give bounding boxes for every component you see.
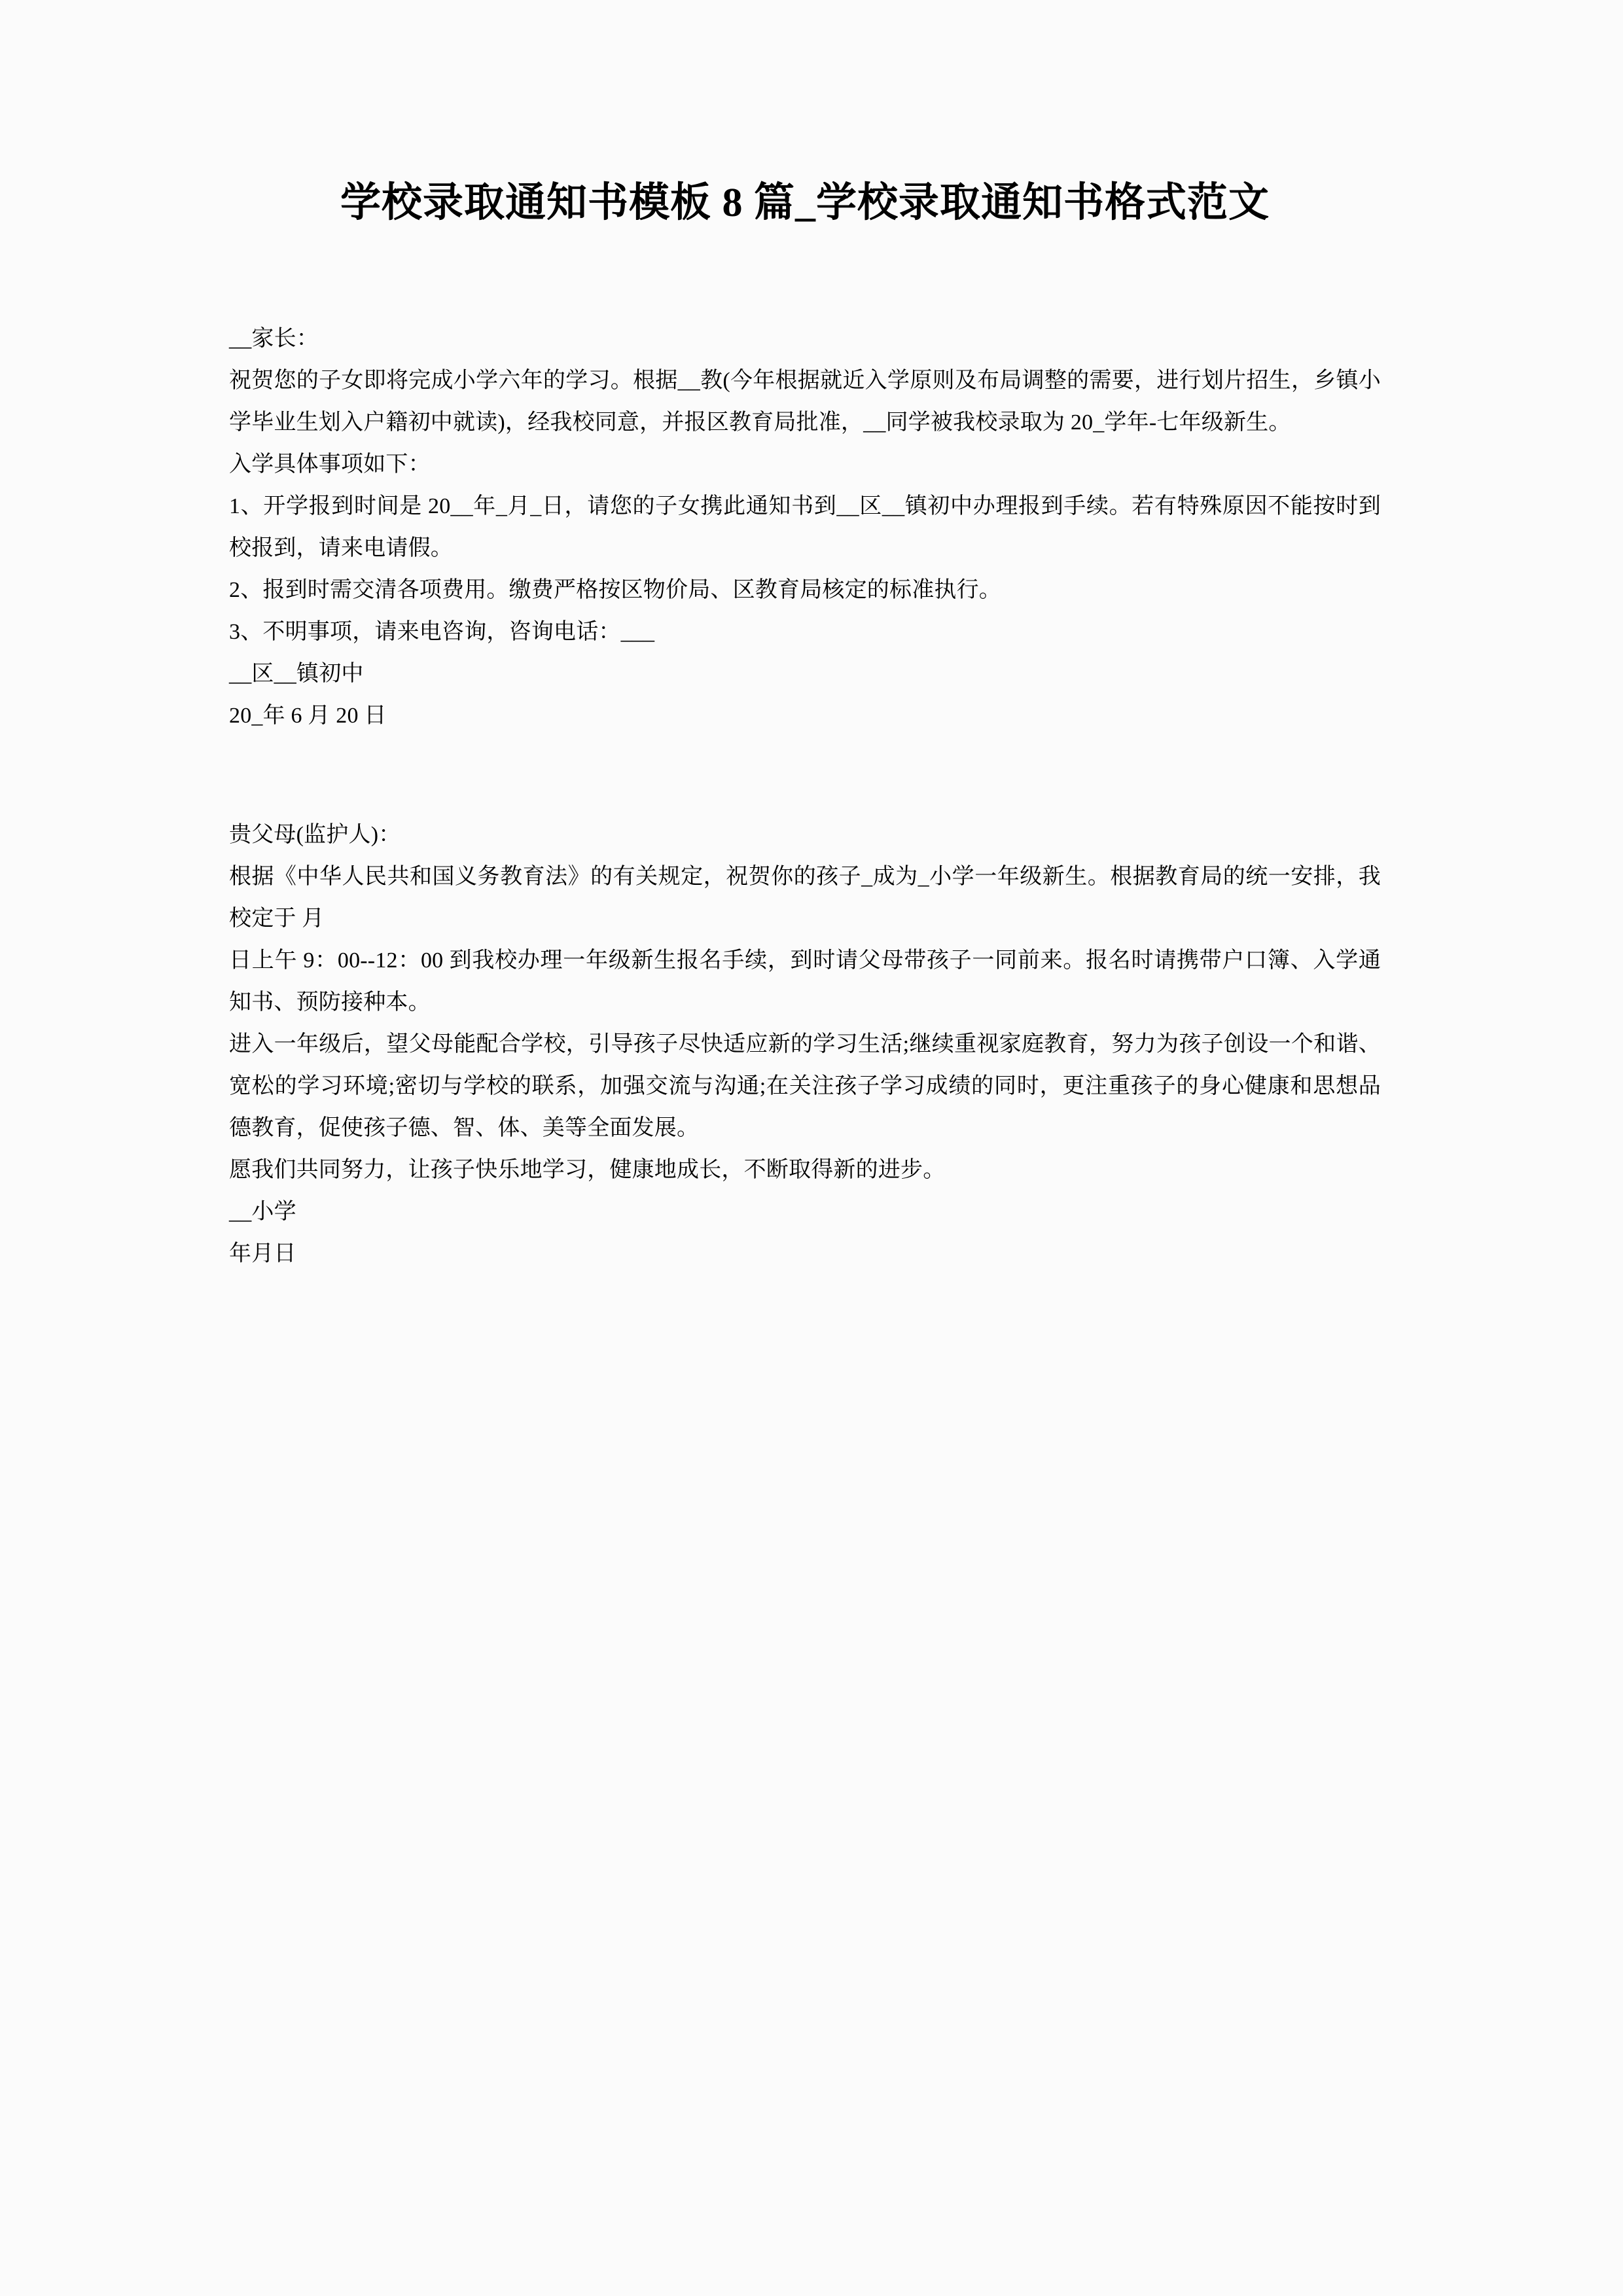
letter-paragraph: 根据《中华人民共和国义务教育法》的有关规定，祝贺你的孩子_成为_小学一年级新生。根据教育局的统一安排，我校定于 月 xyxy=(229,865,1381,931)
letter-signature: __区__镇初中 xyxy=(229,662,364,686)
letter-signature: __小学 xyxy=(229,1200,296,1224)
page-title: 学校录取通知书模板 8 篇_学校录取通知书格式范文 xyxy=(340,181,1270,225)
letter-first xyxy=(229,318,1381,737)
letter-list-item: 2、报到时需交清各项费用。缴费严格按区物价局、区教育局核定的标准执行。 xyxy=(229,578,1001,602)
letter-paragraph: 入学具体事项如下： xyxy=(229,452,431,476)
section-divider xyxy=(229,737,1381,814)
letter-paragraph: 日上午 9：00--12：00 到我校办理一年级新生报名手续，到时请父母带孩子一同前来。报名时请携带户口簿、入学通知书、预防接种本。 xyxy=(229,948,1381,1014)
letter-date: 年月日 xyxy=(229,1242,296,1266)
letter-second xyxy=(229,814,1381,1275)
letter-date: 20_年 6 月 20 日 xyxy=(229,704,387,728)
letter-paragraph: 进入一年级后，望父母能配合学校，引导孩子尽快适应新的学习生活;继续重视家庭教育，努力为孩子创设一个和谐、宽松的学习环境;密切与学校的联系，加强交流与沟通;在关注孩子学习成绩的同时，更注重孩子的身心健康和思想品德教育，促使孩子德、智、体、美等全面发展。 xyxy=(229,1032,1381,1140)
letter-paragraph: 愿我们共同努力，让孩子快乐地学习，健康地成长，不断取得新的进步。 xyxy=(229,1158,946,1182)
letter-salutation: 贵父母(监护人)： xyxy=(229,823,401,847)
letter-list-item: 3、不明事项，请来电咨询，咨询电话：___ xyxy=(229,620,655,644)
document-content xyxy=(229,0,1381,1275)
letter-paragraph: 祝贺您的子女即将完成小学六年的学习。根据__教(今年根据就近入学原则及布局调整的需要，进行划片招生，乡镇小学毕业生划入户籍初中就读)，经我校同意，并报区教育局批准，__同学被我校录取为 20_学年-七年级新生。 xyxy=(229,368,1381,435)
letter-list-item: 1、开学报到时间是 20__年_月_日，请您的子女携此通知书到__区__镇初中办理报到手续。若有特殊原因不能按时到校报到，请来电请假。 xyxy=(229,494,1381,560)
letter-salutation: __家长： xyxy=(229,327,319,351)
